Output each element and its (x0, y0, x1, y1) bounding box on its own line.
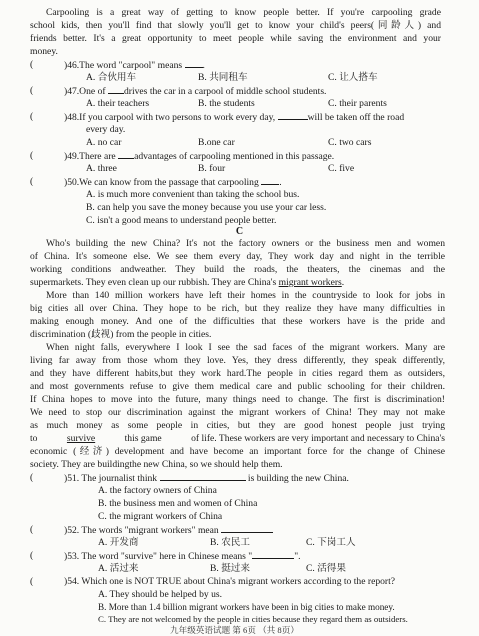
survive-pre: to (30, 433, 38, 444)
question-54: )54. Which one is NOT TRUE about China's migrant workers according to the report? (64, 576, 396, 587)
option-53a: A. 活过来 (98, 563, 139, 574)
option-51a: A. the factory owners of China (98, 485, 217, 496)
blank-50[interactable] (261, 176, 279, 185)
answer-paren-48[interactable]: ( (30, 111, 34, 122)
question-48: )48.If you carpool with two persons to work every day, will be taken off the road (64, 112, 405, 123)
option-48a: A. no car (86, 137, 122, 148)
passage-c-p2-line-2: big cities all over China. They hope to be rich, but they realize they have many difficulties in (30, 303, 445, 314)
option-49c: C. five (328, 163, 355, 174)
option-47a: A. their teachers (86, 98, 150, 109)
question-49: )49.There are advantages of carpooling mentioned in this passage. (64, 151, 335, 162)
answer-paren-46[interactable]: ( (30, 59, 34, 70)
passage-c-p3-line-2: living far away from those whom they love. Yes, they dress differently, they speak differently, (30, 355, 445, 366)
answer-paren-53[interactable]: ( (30, 550, 34, 561)
option-52b: B. 农民工 (210, 537, 250, 548)
passage-c-p3-line-4: and most governments refuse to give them medical care and public schooling for their children. (30, 381, 445, 392)
option-47b: B. the students (198, 98, 255, 109)
question-53: )53. The word "survive" here in Chinese means " ". (64, 551, 301, 562)
option-50a: A. is much more convenient than taking the school bus. (86, 189, 300, 200)
question-47: )47.One of drives the car in a carpool of middle school students. (64, 86, 327, 97)
blank-46[interactable] (185, 59, 203, 68)
option-46c: C. 让人搭车 (328, 72, 378, 83)
question-48-line-2: every day. (86, 124, 126, 135)
passage-c-p3-line-8-rest: of life. These workers are very important and necessary to China's (191, 433, 445, 444)
option-53b: B. 挺过来 (210, 563, 250, 574)
question-50: )50.We can know from the passage that carpooling . (64, 177, 282, 188)
option-52c: C. 下岗工人 (306, 537, 356, 548)
answer-paren-50[interactable]: ( (30, 176, 34, 187)
blank-51[interactable] (160, 472, 246, 481)
passage-c-p1-line-3: working conditions andweather. They build the roads, the theaters, the cinemas and the (30, 264, 445, 275)
passage-b-line-2: school kids, then you'll find that slowly you'll get to know your child's peers(同龄人) and (30, 20, 441, 31)
passage-b-line-3: friends better. It's a great opportunity to meet people while saving the environment and your (30, 33, 441, 44)
option-46b: B. 共同租车 (198, 72, 248, 83)
passage-c-p3-line-1: When night falls, everywhere I look I see the sad faces of the migrant workers. Many are (46, 342, 445, 353)
answer-paren-54[interactable]: ( (30, 576, 34, 587)
passage-b-line-4: money. (30, 46, 58, 57)
answer-paren-52[interactable]: ( (30, 524, 34, 535)
passage-c-p2-line-3: making enough money. And one of the difficulties that these workers have is the pride and (30, 316, 445, 327)
passage-c-p3-line-8 (30, 433, 445, 444)
option-48b: B.one car (198, 137, 235, 148)
passage-c-p2-line-4: discrimination (歧视) from the people in cities. (30, 329, 212, 340)
option-50b: B. can help you save the money because you use your car less. (86, 202, 327, 213)
blank-47[interactable] (108, 85, 124, 94)
option-54c: C. They are not welcomed by the people in cities because they regard them as outsiders. (98, 614, 408, 624)
question-52: )52. The words "migrant workers" mean (64, 524, 273, 536)
passage-c-p3-line-10: society. They are buildingthe new China, so we should help them. (30, 459, 283, 470)
passage-c-p3-line-9: economic (经济) development and have become an important force for the change of Chinese (30, 446, 445, 457)
option-51b: B. the business men and women of China (98, 498, 258, 509)
passage-c-p2-line-1: More than 140 million workers have left their homes in the countryside to look for jobs in (46, 290, 445, 301)
option-49a: A. three (86, 163, 117, 174)
passage-c-p3-line-3: and they have different habits,but they work hard.The people in cities regard them as outsiders, (30, 368, 445, 379)
blank-53[interactable] (252, 550, 294, 559)
option-52a: A. 开发商 (98, 537, 139, 548)
passage-c-p3-line-5: If China hopes to move into the future, many things need to change. The first is discrimination! (30, 394, 445, 405)
passage-b-line-1: Carpooling is a great way of getting to know people better. If you're carpooling grade (46, 7, 441, 18)
answer-paren-47[interactable]: ( (30, 85, 34, 96)
option-54b: B. More than 1.4 billion migrant workers have been in big cities to make money. (98, 602, 395, 612)
migrant-workers-underlined: migrant workers (278, 277, 342, 288)
question-51: )51. The journalist think is building the new China. (64, 473, 349, 484)
passage-c-p3-line-7: as much money as some people in cities, but they are good honest people just trying (30, 420, 445, 431)
passage-c-p1-line-4: supermarkets. They even clean up our rubbish. They are China's migrant workers. (30, 277, 345, 288)
option-46a: A. 合伙用车 (86, 72, 137, 83)
option-49b: B. four (198, 163, 226, 174)
option-53c: C. 活得果 (306, 563, 346, 574)
passage-c-p3-line-6: We need to stop our discrimination against the migrant workers of China! They may not make (30, 407, 445, 418)
page-footer: 九年级英语试题 第 6页 （共 8页） (170, 625, 299, 635)
option-48c: C. two cars (328, 137, 372, 148)
answer-paren-49[interactable]: ( (30, 150, 34, 161)
section-c-heading: C (235, 226, 244, 237)
option-51c: C. the migrant workers of China (98, 511, 223, 522)
survive-underlined: survive (66, 433, 96, 444)
option-50c: C. isn't a good means to understand people better. (86, 215, 277, 226)
question-46: )46.The word "carpool" means . (64, 60, 205, 71)
option-54a: A. They should be helped by us. (98, 589, 222, 600)
option-47c: C. their parents (328, 98, 387, 109)
survive-post: this game (124, 433, 162, 444)
blank-52[interactable] (221, 524, 273, 533)
passage-c-p1-line-2: of China. It's someone else. We see them every day, They work day and night in the terrible (30, 251, 445, 262)
answer-paren-51[interactable]: ( (30, 472, 34, 483)
blank-48[interactable] (278, 111, 308, 120)
passage-c-p1-line-1: Who's building the new China? It's not the factory owners or the business men and women (46, 238, 445, 249)
blank-49[interactable] (118, 150, 134, 159)
